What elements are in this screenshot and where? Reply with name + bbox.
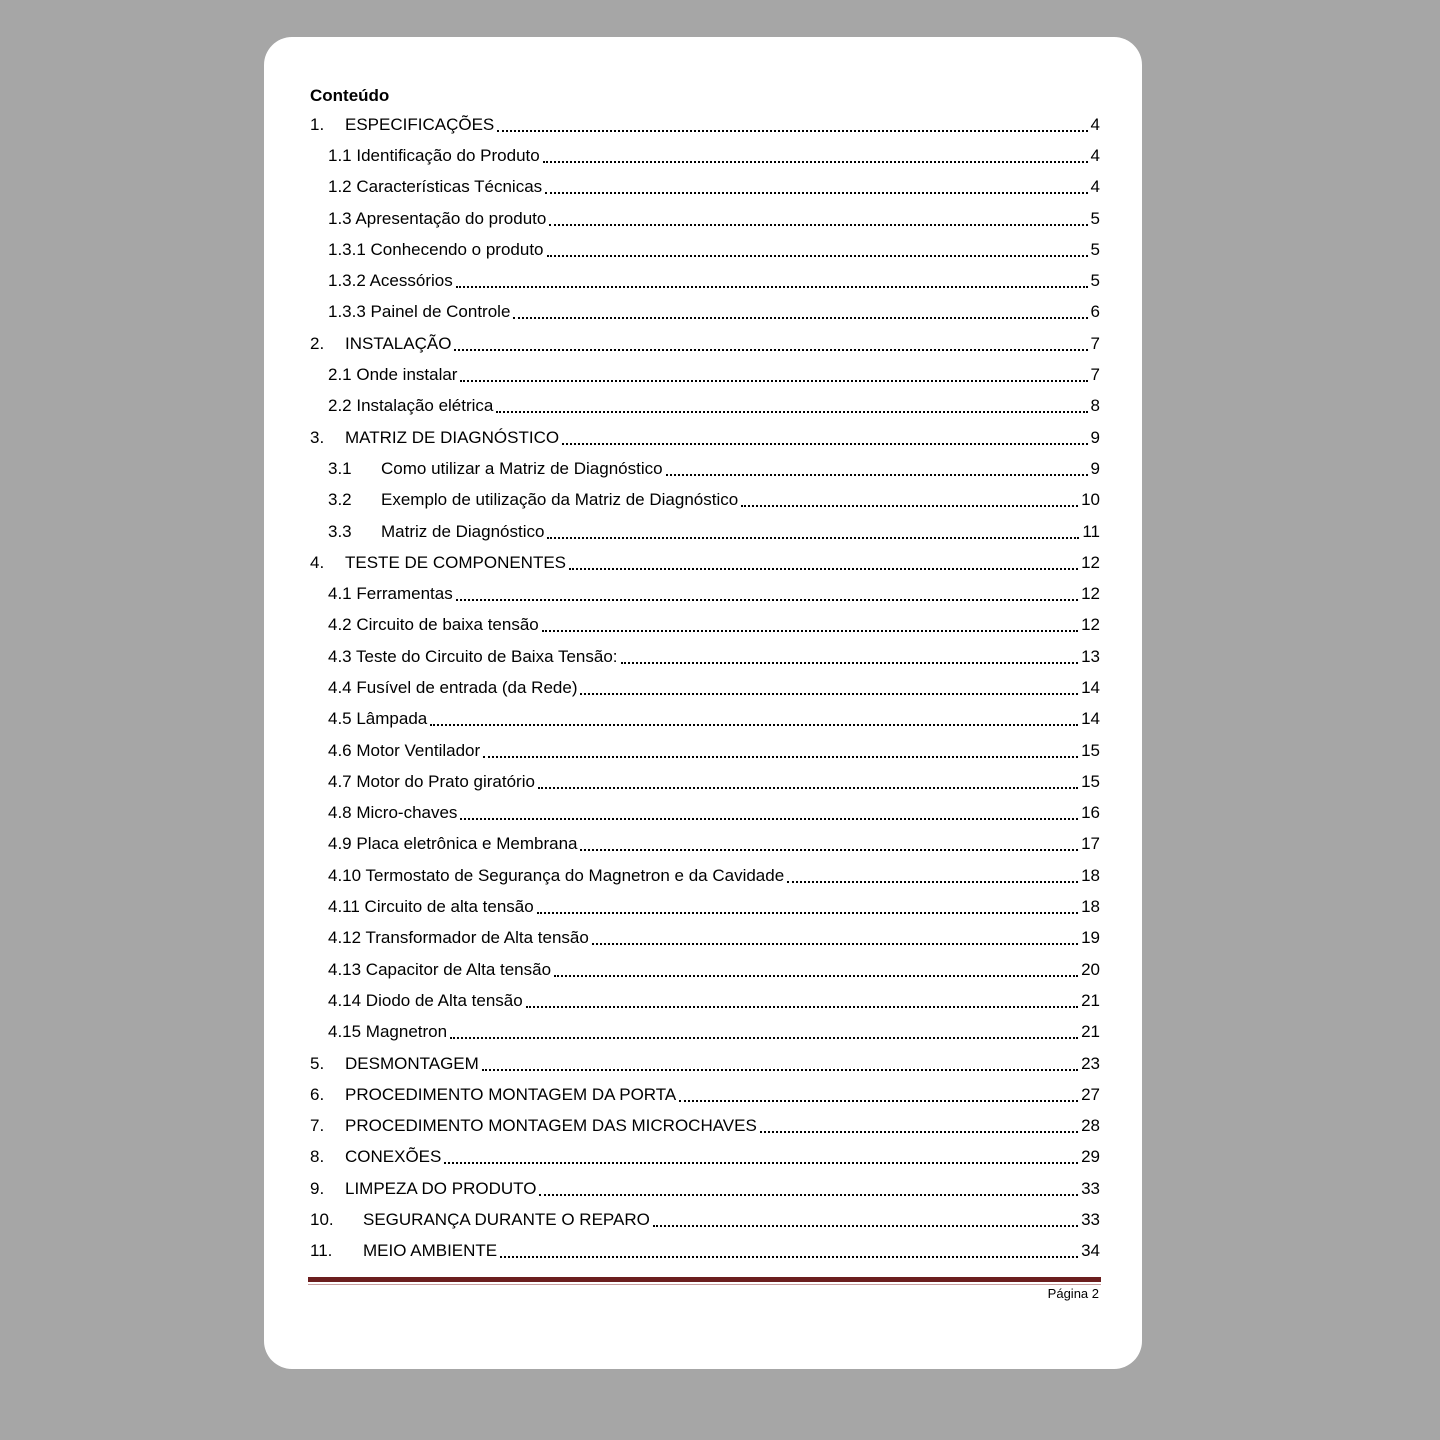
toc-entry[interactable]: [310, 954, 1100, 985]
toc-entry[interactable]: [310, 516, 1100, 547]
toc-dot-leader: [547, 537, 1079, 539]
toc-entry-title: MEIO AMBIENTE: [363, 1241, 498, 1261]
toc-entry-title: 4.12 Transformador de Alta tensão: [328, 928, 589, 948]
toc-dot-leader: [543, 161, 1088, 163]
toc-dot-leader: [580, 849, 1078, 851]
toc-dot-leader: [741, 505, 1078, 507]
toc-entry[interactable]: [310, 1204, 1100, 1235]
toc-dot-leader: [787, 881, 1078, 883]
toc-entry[interactable]: [310, 1111, 1100, 1142]
toc-entry-title: 1.3.1 Conhecendo o produto: [328, 239, 544, 259]
toc-entry-title: 4.10 Termostato de Segurança do Magnetron e da Cavidade: [328, 865, 785, 885]
toc-entry-title: 4.8 Micro-chaves: [328, 803, 458, 823]
toc-entry[interactable]: [310, 1236, 1100, 1267]
toc-dot-leader: [539, 1194, 1078, 1196]
toc-entry-page: 10: [1081, 490, 1100, 510]
toc-entry-page: 9: [1090, 458, 1100, 478]
toc-entry-page: 23: [1081, 1053, 1100, 1073]
toc-entry-title: ESPECIFICAÇÕES: [345, 114, 495, 134]
table-of-contents: [310, 109, 1100, 1267]
toc-entry-title: 4.4 Fusível de entrada (da Rede): [328, 677, 578, 697]
toc-entry[interactable]: [310, 547, 1100, 578]
toc-entry-page: 7: [1090, 333, 1100, 353]
toc-dot-leader: [653, 1225, 1078, 1227]
toc-entry-title: PROCEDIMENTO MONTAGEM DA PORTA: [345, 1084, 677, 1104]
toc-entry-title: 4.11 Circuito de alta tensão: [328, 897, 534, 917]
toc-dot-leader: [483, 756, 1078, 758]
toc-dot-leader: [456, 286, 1088, 288]
toc-entry[interactable]: [310, 391, 1100, 422]
toc-entry-number: 4.: [310, 552, 325, 572]
toc-entry-page: 4: [1090, 114, 1100, 134]
toc-dot-leader: [500, 1256, 1078, 1258]
toc-dot-leader: [496, 411, 1087, 413]
toc-entry-page: 15: [1081, 740, 1100, 760]
toc-entry-page: 7: [1090, 365, 1100, 385]
toc-entry[interactable]: [310, 172, 1100, 203]
toc-dot-leader: [580, 693, 1078, 695]
toc-entry-title: Matriz de Diagnóstico: [381, 521, 545, 541]
footer-rule-thin: [308, 1284, 1101, 1285]
toc-dot-leader: [666, 474, 1088, 476]
toc-entry-page: 34: [1081, 1241, 1100, 1261]
document-page: [264, 37, 1142, 1369]
toc-entry[interactable]: [310, 798, 1100, 829]
toc-entry-title: CONEXÕES: [345, 1147, 442, 1167]
toc-entry[interactable]: [310, 1079, 1100, 1110]
toc-dot-leader: [760, 1131, 1078, 1133]
toc-dot-leader: [554, 975, 1078, 977]
toc-dot-leader: [542, 630, 1078, 632]
toc-entry[interactable]: [310, 891, 1100, 922]
toc-entry-number: 3.: [310, 427, 325, 447]
toc-dot-leader: [562, 443, 1087, 445]
toc-entry-title: SEGURANÇA DURANTE O REPARO: [363, 1210, 650, 1230]
toc-entry-title: 4.14 Diodo de Alta tensão: [328, 990, 523, 1010]
toc-entry-page: 21: [1081, 990, 1100, 1010]
toc-dot-leader: [526, 1006, 1078, 1008]
toc-entry-page: 13: [1081, 646, 1100, 666]
toc-entry-page: 11: [1082, 521, 1100, 541]
toc-entry[interactable]: [310, 578, 1100, 609]
toc-dot-leader: [456, 599, 1078, 601]
toc-entry[interactable]: [310, 829, 1100, 860]
toc-entry[interactable]: [310, 860, 1100, 891]
toc-entry-title: 4.15 Magnetron: [328, 1022, 448, 1042]
toc-entry-page: 4: [1090, 177, 1100, 197]
toc-entry-title: 4.3 Teste do Circuito de Baixa Tensão:: [328, 646, 618, 666]
toc-dot-leader: [547, 255, 1088, 257]
toc-entry-page: 33: [1081, 1210, 1100, 1230]
toc-entry[interactable]: [310, 985, 1100, 1016]
toc-entry-title: 4.13 Capacitor de Alta tensão: [328, 959, 552, 979]
toc-entry-title: INSTALAÇÃO: [345, 333, 452, 353]
toc-entry[interactable]: [310, 203, 1100, 234]
toc-entry-title: 1.3 Apresentação do produto: [328, 208, 547, 228]
toc-entry[interactable]: [310, 234, 1100, 265]
footer-rule: [308, 1277, 1101, 1282]
toc-entry-title: Como utilizar a Matriz de Diagnóstico: [381, 458, 663, 478]
toc-entry-page: 5: [1090, 239, 1100, 259]
toc-entry-page: 12: [1081, 552, 1100, 572]
toc-entry-page: 4: [1090, 145, 1100, 165]
toc-dot-leader: [679, 1100, 1078, 1102]
toc-entry-number: 11.: [310, 1241, 333, 1261]
toc-dot-leader: [537, 912, 1078, 914]
toc-dot-leader: [460, 380, 1087, 382]
toc-entry-title: TESTE DE COMPONENTES: [345, 552, 567, 572]
toc-dot-leader: [454, 349, 1087, 351]
toc-entry[interactable]: [310, 359, 1100, 390]
toc-entry[interactable]: [310, 735, 1100, 766]
toc-entry-title: 4.9 Placa eletrônica e Membrana: [328, 834, 578, 854]
toc-entry[interactable]: [310, 422, 1100, 453]
toc-entry-page: 28: [1081, 1116, 1100, 1136]
toc-entry-title: 1.3.2 Acessórios: [328, 271, 453, 291]
toc-dot-leader: [592, 943, 1078, 945]
toc-entry[interactable]: [310, 265, 1100, 296]
toc-dot-leader: [621, 662, 1079, 664]
toc-entry-page: 14: [1081, 709, 1100, 729]
toc-entry[interactable]: [310, 140, 1100, 171]
toc-entry-page: 12: [1081, 615, 1100, 635]
toc-entry-number: 3.3: [328, 521, 352, 541]
toc-entry-page: 5: [1090, 271, 1100, 291]
toc-title: Conteúdo: [310, 86, 390, 105]
toc-entry-page: 21: [1081, 1022, 1100, 1042]
toc-entry-title: 1.2 Características Técnicas: [328, 177, 543, 197]
toc-dot-leader: [450, 1037, 1078, 1039]
toc-entry-title: Exemplo de utilização da Matriz de Diagnóstico: [381, 490, 739, 510]
toc-entry[interactable]: [310, 672, 1100, 703]
toc-entry-title: PROCEDIMENTO MONTAGEM DAS MICROCHAVES: [345, 1116, 757, 1136]
toc-entry-title: DESMONTAGEM: [345, 1053, 479, 1073]
toc-entry-number: 7.: [310, 1116, 325, 1136]
toc-entry-page: 27: [1081, 1084, 1100, 1104]
toc-entry-title: 1.3.3 Painel de Controle: [328, 302, 511, 322]
toc-entry-title: 4.7 Motor do Prato giratório: [328, 771, 535, 791]
toc-dot-leader: [545, 192, 1087, 194]
toc-dot-leader: [497, 130, 1087, 132]
toc-entry-title: LIMPEZA DO PRODUTO: [345, 1178, 537, 1198]
toc-entry[interactable]: [310, 109, 1100, 140]
toc-entry[interactable]: [310, 1017, 1100, 1048]
toc-entry-page: 8: [1090, 396, 1100, 416]
toc-entry-title: 4.2 Circuito de baixa tensão: [328, 615, 539, 635]
toc-entry-page: 29: [1081, 1147, 1100, 1167]
toc-entry-number: 3.2: [328, 490, 352, 510]
toc-dot-leader: [549, 224, 1087, 226]
toc-entry-page: 15: [1081, 771, 1100, 791]
toc-entry-page: 5: [1090, 208, 1100, 228]
toc-entry-page: 12: [1081, 584, 1100, 604]
toc-dot-leader: [482, 1069, 1078, 1071]
toc-dot-leader: [538, 787, 1078, 789]
toc-entry-number: 1.: [310, 114, 325, 134]
toc-entry-page: 18: [1081, 897, 1100, 917]
toc-entry-title: 2.2 Instalação elétrica: [328, 396, 494, 416]
toc-entry-number: 10.: [310, 1210, 334, 1230]
toc-dot-leader: [444, 1162, 1078, 1164]
toc-entry-title: 1.1 Identificação do Produto: [328, 145, 540, 165]
toc-entry-page: 17: [1081, 834, 1100, 854]
toc-entry-title: 4.6 Motor Ventilador: [328, 740, 481, 760]
toc-dot-leader: [460, 818, 1078, 820]
toc-dot-leader: [569, 568, 1078, 570]
toc-entry[interactable]: [310, 641, 1100, 672]
toc-entry-page: 6: [1090, 302, 1100, 322]
toc-entry-number: 8.: [310, 1147, 325, 1167]
toc-entry[interactable]: [310, 297, 1100, 328]
toc-entry[interactable]: [310, 1048, 1100, 1079]
toc-dot-leader: [513, 317, 1087, 319]
toc-entry-title: 4.5 Lâmpada: [328, 709, 428, 729]
toc-entry[interactable]: [310, 610, 1100, 641]
toc-entry-number: 3.1: [328, 458, 352, 478]
page-number: Página 2: [1047, 1286, 1099, 1301]
toc-entry-number: 2.: [310, 333, 325, 353]
toc-entry-page: 18: [1081, 865, 1100, 885]
toc-entry[interactable]: [310, 704, 1100, 735]
toc-entry-title: 4.1 Ferramentas: [328, 584, 453, 604]
toc-entry-number: 6.: [310, 1084, 325, 1104]
toc-entry-title: MATRIZ DE DIAGNÓSTICO: [345, 427, 560, 447]
toc-entry[interactable]: [310, 328, 1100, 359]
toc-entry-number: 5.: [310, 1053, 325, 1073]
toc-entry-page: 16: [1081, 803, 1100, 823]
toc-entry[interactable]: [310, 1173, 1100, 1204]
toc-entry[interactable]: [310, 766, 1100, 797]
toc-entry-number: 9.: [310, 1178, 325, 1198]
toc-entry[interactable]: [310, 453, 1100, 484]
toc-entry[interactable]: [310, 1142, 1100, 1173]
toc-entry[interactable]: [310, 485, 1100, 516]
toc-entry-page: 19: [1081, 928, 1100, 948]
toc-entry-page: 20: [1081, 959, 1100, 979]
toc-entry-page: 9: [1090, 427, 1100, 447]
toc-dot-leader: [430, 724, 1078, 726]
toc-entry-title: 2.1 Onde instalar: [328, 365, 458, 385]
toc-entry[interactable]: [310, 923, 1100, 954]
toc-entry-page: 33: [1081, 1178, 1100, 1198]
toc-entry-page: 14: [1081, 677, 1100, 697]
